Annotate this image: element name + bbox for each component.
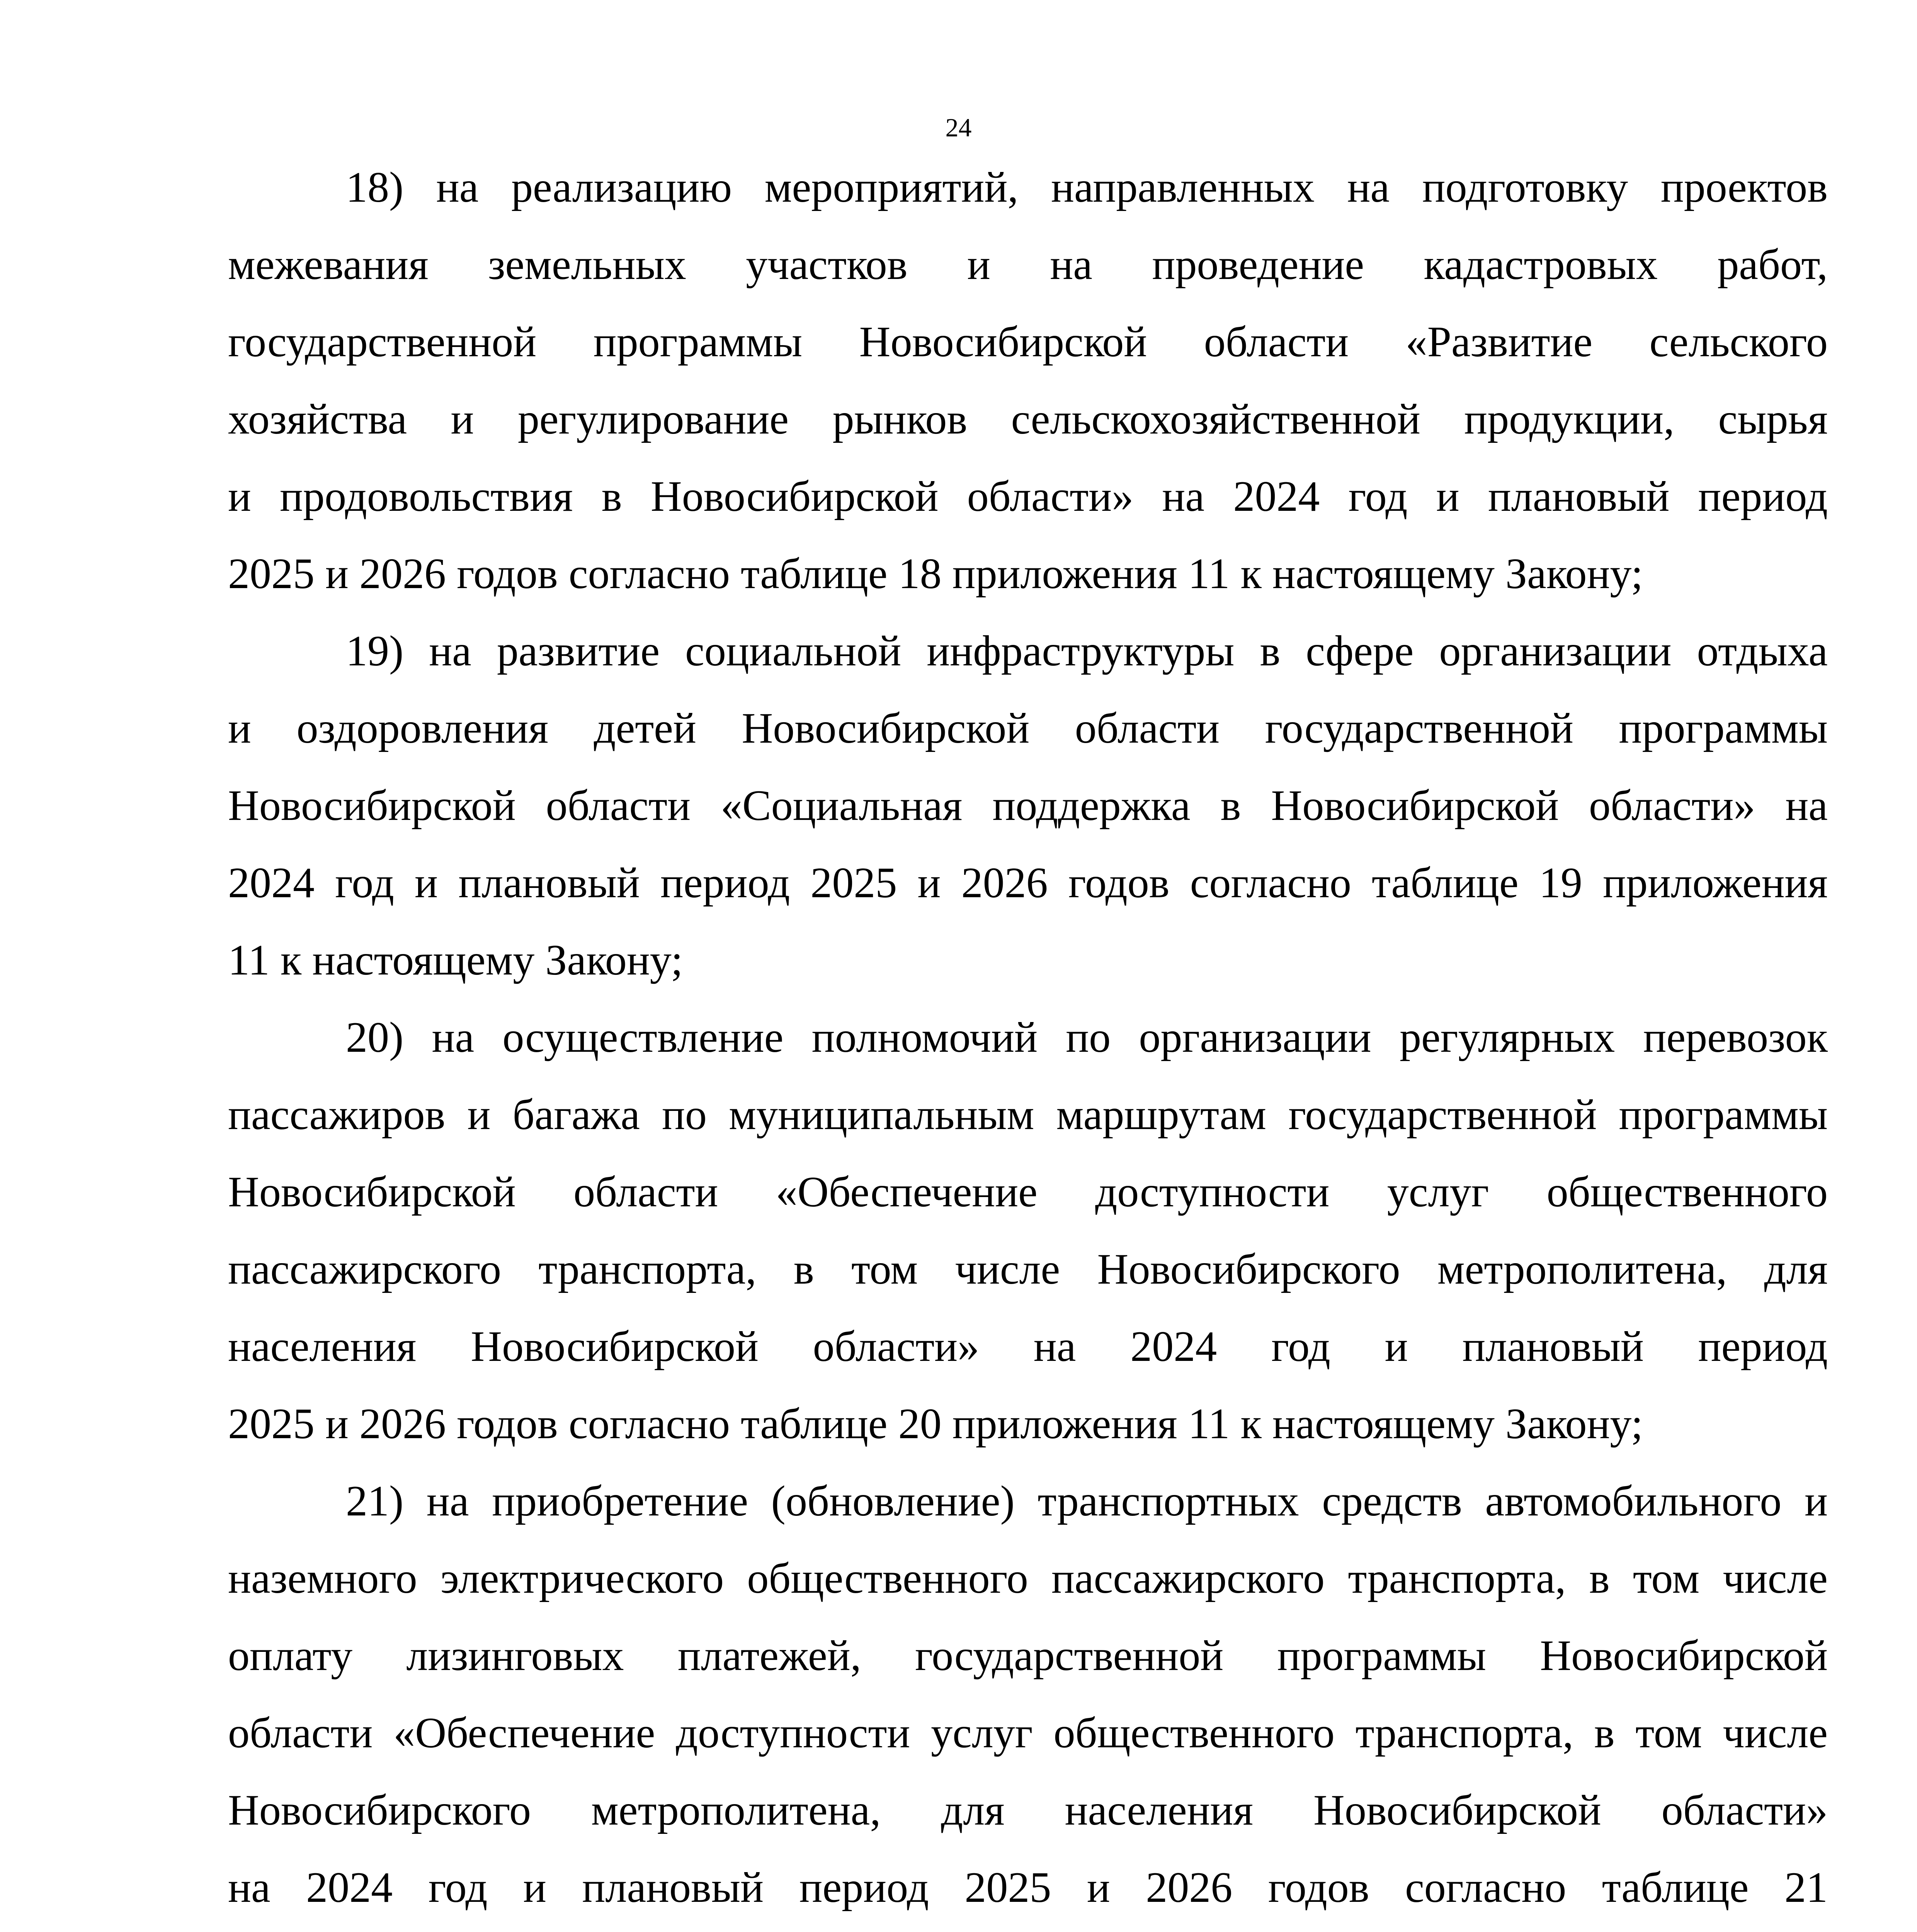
text-line: и продовольствия в Новосибирской области» на 2024 год и плановый период	[228, 473, 1828, 520]
text-line: оплату лизинговых платежей, государственной программы Новосибирской	[228, 1632, 1828, 1680]
text-line: 19) на развитие социальной инфраструктуры в сфере организации отдыха	[346, 627, 1828, 675]
text-line	[228, 1926, 1828, 1932]
text-line: Новосибирской области «Обеспечение доступности услуг общественного	[228, 1168, 1828, 1216]
text-line: межевания земельных участков и на проведение кадастровых работ,	[228, 241, 1828, 289]
text-line: 21) на приобретение (обновление) транспортных средств автомобильного и	[346, 1477, 1828, 1525]
text-line: государственной программы Новосибирской области «Развитие сельского	[228, 318, 1828, 366]
text-line: Новосибирского метрополитена, для населения Новосибирской области»	[228, 1786, 1828, 1834]
text-line: 2025 и 2026 годов согласно таблице 18 приложения 11 к настоящему Закону;	[228, 550, 1643, 598]
text-line: 18) на реализацию мероприятий, направленных на подготовку проектов	[346, 163, 1828, 211]
text-line: хозяйства и регулирование рынков сельскохозяйственной продукции, сырья	[228, 395, 1828, 443]
text-line: на 2024 год и плановый период 2025 и 2026 годов согласно таблице 21	[228, 1864, 1828, 1912]
text-line: наземного электрического общественного пассажирского транспорта, в том числе	[228, 1554, 1828, 1602]
text-line: пассажирского транспорта, в том числе Новосибирского метрополитена, для	[228, 1245, 1828, 1293]
text-line: населения Новосибирской области» на 2024 год и плановый период	[228, 1323, 1828, 1371]
text-line: 2025 и 2026 годов согласно таблице 20 приложения 11 к настоящему Закону;	[228, 1400, 1643, 1448]
body-text	[228, 149, 1828, 1932]
paragraph-20	[228, 999, 1828, 1463]
text-line: 20) на осуществление полномочий по организации регулярных перевозок	[346, 1014, 1828, 1061]
paragraph-19	[228, 612, 1828, 999]
text-line: и оздоровления детей Новосибирской области государственной программы	[228, 704, 1828, 752]
text-line: Новосибирской области «Социальная поддержка в Новосибирской области» на	[228, 782, 1828, 830]
page-number: 24	[945, 113, 972, 142]
text-line: 11 к настоящему Закону;	[228, 936, 683, 984]
paragraph-18	[228, 149, 1828, 612]
text-line: области «Обеспечение доступности услуг общественного транспорта, в том числе	[228, 1709, 1828, 1757]
text-line: 2024 год и плановый период 2025 и 2026 годов согласно таблице 19 приложения	[228, 859, 1828, 907]
text-line: пассажиров и багажа по муниципальным маршрутам государственной программы	[228, 1091, 1828, 1139]
paragraph-21	[228, 1463, 1828, 1932]
